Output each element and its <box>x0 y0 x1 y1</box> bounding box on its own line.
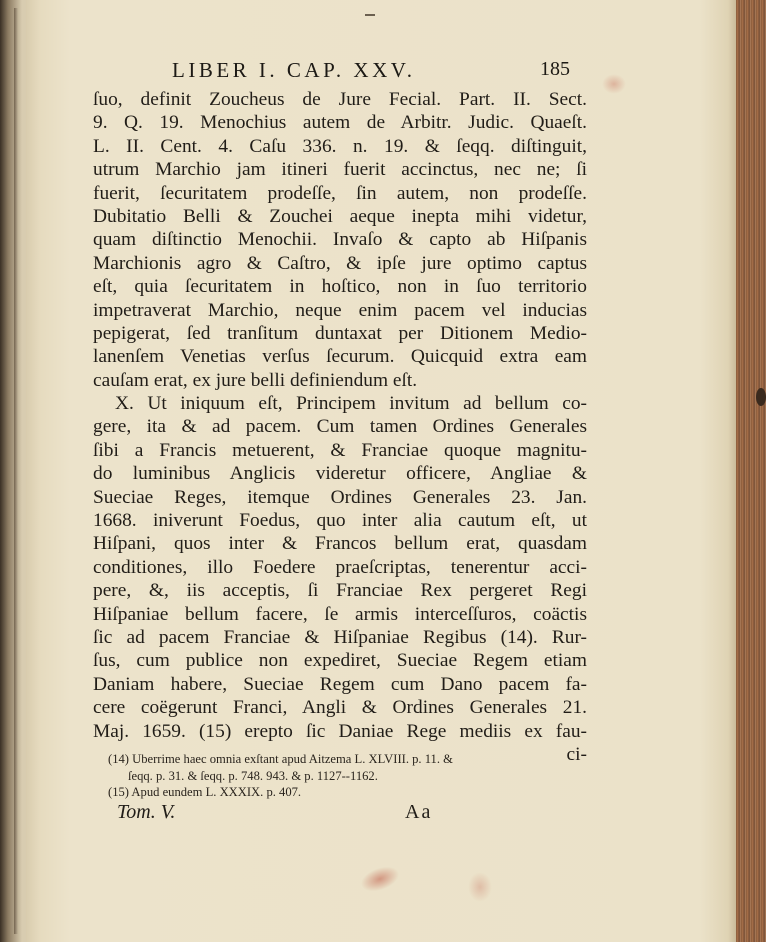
text-line: gere, ita & ad pacem. Cum tamen Ordines Generales <box>93 416 587 438</box>
ink-stain <box>602 74 626 94</box>
page-stack-edge <box>736 0 766 942</box>
text-line: 1668. iniverunt Foedus, quo inter alia cautum eſt, ut <box>93 510 587 532</box>
text-line: do luminibus Anglicis videretur officere, Angliae & <box>93 463 587 485</box>
text-line: Daniam habere, Sueciae Regem cum Dano pacem fa- <box>93 673 587 695</box>
footnote-15: (15) Apud eundem L. XXXIX. p. 407. <box>108 785 302 799</box>
text-line: cauſam erat, ex jure belli definiendum eſt. <box>93 369 418 391</box>
text-line: Hiſpani, quos inter & Francos bellum erat, quasdam <box>93 533 587 555</box>
catchword: ci- <box>566 743 587 765</box>
text-line: utrum Marchio jam itineri fuerit accinctus, nec ne; ſi <box>93 159 587 181</box>
tome-label: Tom. V. <box>117 801 176 823</box>
text-line: Marchionis agro & Caſtro, & ipſe jure optimo captus <box>93 252 587 274</box>
text-line: Maj. 1659. (15) erepto ſic Daniae Rege mediis ex fau- <box>93 720 587 742</box>
text-line: X. Ut iniquum eſt, Principem invitum ad bellum co- <box>115 393 587 415</box>
text-line: pere, &, iis acceptis, ſi Franciae Rex pergeret Regi <box>93 580 587 602</box>
text-line: Dubitatio Belli & Zouchei aeque inepta mihi videtur, <box>93 205 587 227</box>
text-line: ſuo, definit Zoucheus de Jure Fecial. Part. II. Sect. <box>93 89 587 110</box>
text-line: ſus, cum publice non expediret, Sueciae Regem etiam <box>93 650 587 672</box>
signature-mark: Aa <box>405 801 433 823</box>
text-line: impetraverat Marchio, neque enim pacem vel inducias <box>93 299 587 321</box>
text-line: lanenſem Venetias verſus ſecurum. Quicquid extra eam <box>93 346 587 368</box>
running-title: LIBER I. CAP. XXV. <box>172 58 416 82</box>
text-line: ſibi a Francis metuerent, & Franciae quoque magnitu- <box>93 439 587 461</box>
edge-mark <box>756 388 766 406</box>
text-line: pepigerat, ſed tranſitum duntaxat per Ditionem Medio- <box>93 322 587 344</box>
main-text <box>93 88 587 766</box>
text-line: 9. Q. 19. Menochius autem de Arbitr. Judic. Quaeſt. <box>93 112 587 134</box>
text-line: ſic ad pacem Franciae & Hiſpaniae Regibus (14). Rur- <box>93 626 587 648</box>
page-number: 185 <box>540 58 570 80</box>
text-line: eſt, quia ſecuritatem in hoſtico, non in ſuo territorio <box>93 276 587 298</box>
footnote-14-continued: ſeqq. p. 31. & ſeqq. p. 748. 943. & p. 1127--1162. <box>128 768 378 783</box>
ink-stain <box>468 872 492 902</box>
top-mark <box>365 14 375 16</box>
text-line: cere coëgerunt Franci, Angli & Ordines Generales 21. <box>93 697 587 719</box>
page-fold-shadow <box>14 8 18 934</box>
text-line: conditiones, illo Foedere praeſcriptas, tenerentur acci- <box>93 556 587 578</box>
text-line: L. II. Cent. 4. Caſu 336. n. 19. & ſeqq. diſtinguit, <box>93 135 587 157</box>
text-line: quam diſtinctio Menochii. Invaſo & capto ab Hiſpanis <box>93 229 587 251</box>
left-page-edge <box>0 0 26 942</box>
text-line: Sueciae Reges, itemque Ordines Generales 23. Jan. <box>93 486 587 508</box>
text-line: Hiſpaniae bellum facere, ſe armis interceſſuros, coäctis <box>93 603 587 625</box>
footnote-14: (14) Uberrime haec omnia exſtant apud Aitzema L. XLVIII. p. 11. & <box>108 752 453 766</box>
footnotes <box>108 751 570 801</box>
text-line: fuerit, ſecuritatem prodeſſe, ſin autem, non prodeſſe. <box>93 182 587 204</box>
